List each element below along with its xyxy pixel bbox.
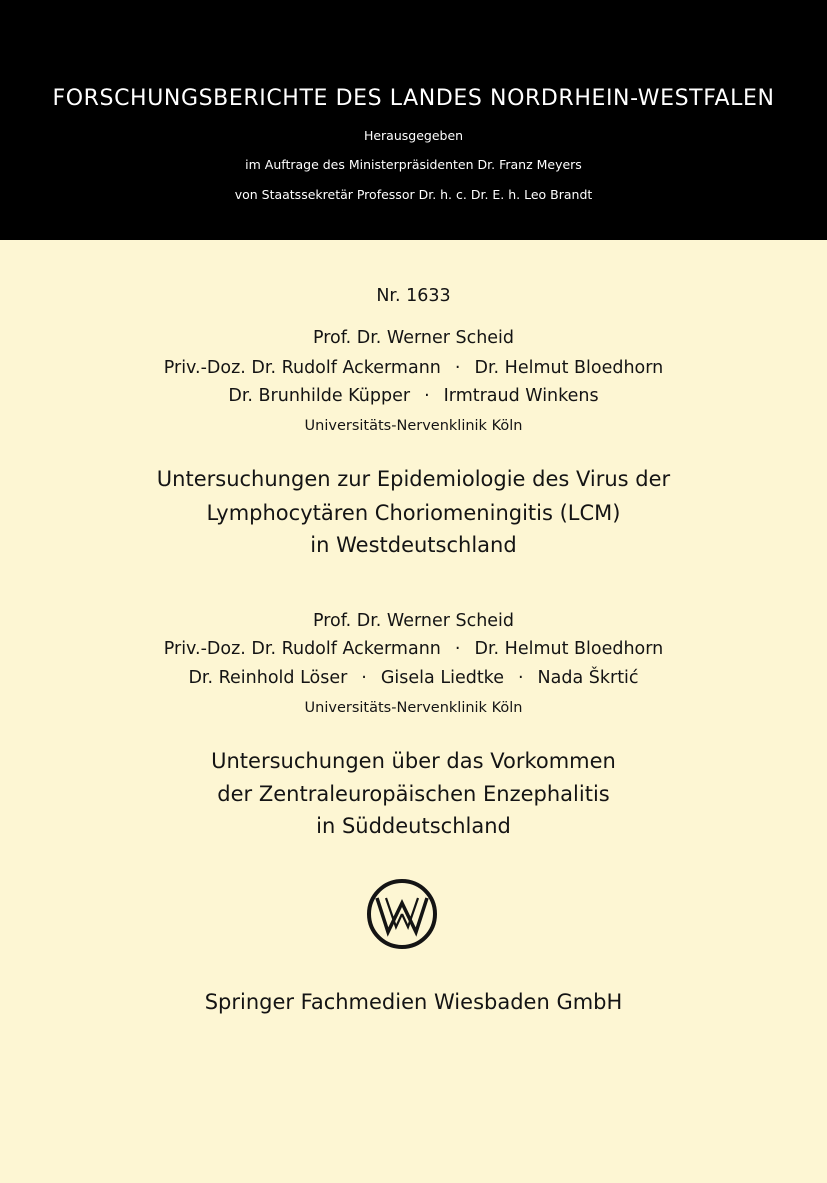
part2-title-line-2: der Zentraleuropäischen Enzephalitis [217,782,610,806]
part1-title-line-3: in Westdeutschland [310,533,517,557]
part1-author: Dr. Helmut Bloedhorn [474,358,664,378]
editor-line-1: Herausgegeben [363,128,464,143]
part2-title-line-3: in Süddeutschland [316,814,511,838]
part2-author-line-3 [0,668,827,688]
part1-author: Irmtraud Winkens [443,386,599,406]
part2-author: Dr. Helmut Bloedhorn [474,639,664,659]
part2-author: Dr. Reinhold Löser [188,668,348,688]
separator-dot: · [454,639,461,659]
part1-institution: Universitäts-Nervenklinik Köln [304,418,523,434]
publisher-name: Springer Fachmedien Wiesbaden GmbH [204,990,623,1014]
part2-author: Nada Škrtić [537,668,639,688]
part1-author-line-3 [0,386,827,406]
part2-title-line-1: Untersuchungen über das Vorkommen [211,749,616,773]
ww-monogram-icon [366,878,438,950]
series-title: FORSCHUNGSBERICHTE DES LANDES NORDRHEIN-WESTFALEN [52,86,775,111]
series-header-band [0,0,827,240]
part2-institution: Universitäts-Nervenklinik Köln [304,700,523,716]
part2-author-line-1 [0,611,827,631]
separator-dot: · [454,358,461,378]
separator-dot: · [517,668,524,688]
separator-dot: · [424,386,430,406]
report-number: Nr. 1633 [376,286,451,306]
part1-author-line-2 [0,358,827,378]
part1-author-line-1 [0,328,827,348]
part1-author: Dr. Brunhilde Küpper [228,386,411,406]
part2-author: Priv.-Doz. Dr. Rudolf Ackermann [163,639,441,659]
part2-author: Prof. Dr. Werner Scheid [312,611,515,631]
part2-author: Gisela Liedtke [380,668,504,688]
part1-author: Prof. Dr. Werner Scheid [312,328,515,348]
separator-dot: · [361,668,367,688]
part1-title-line-1: Untersuchungen zur Epidemiologie des Virus der [156,467,671,491]
editor-line-3: von Staatssekretär Professor Dr. h. c. Dr. E. h. Leo Brandt [234,187,593,202]
part1-author: Priv.-Doz. Dr. Rudolf Ackermann [163,358,441,378]
editor-line-2: im Auftrage des Ministerpräsidenten Dr. Franz Meyers [245,157,582,172]
part1-title-line-2: Lymphocytären Choriomeningitis (LCM) [206,501,621,525]
part2-author-line-2 [0,639,827,659]
